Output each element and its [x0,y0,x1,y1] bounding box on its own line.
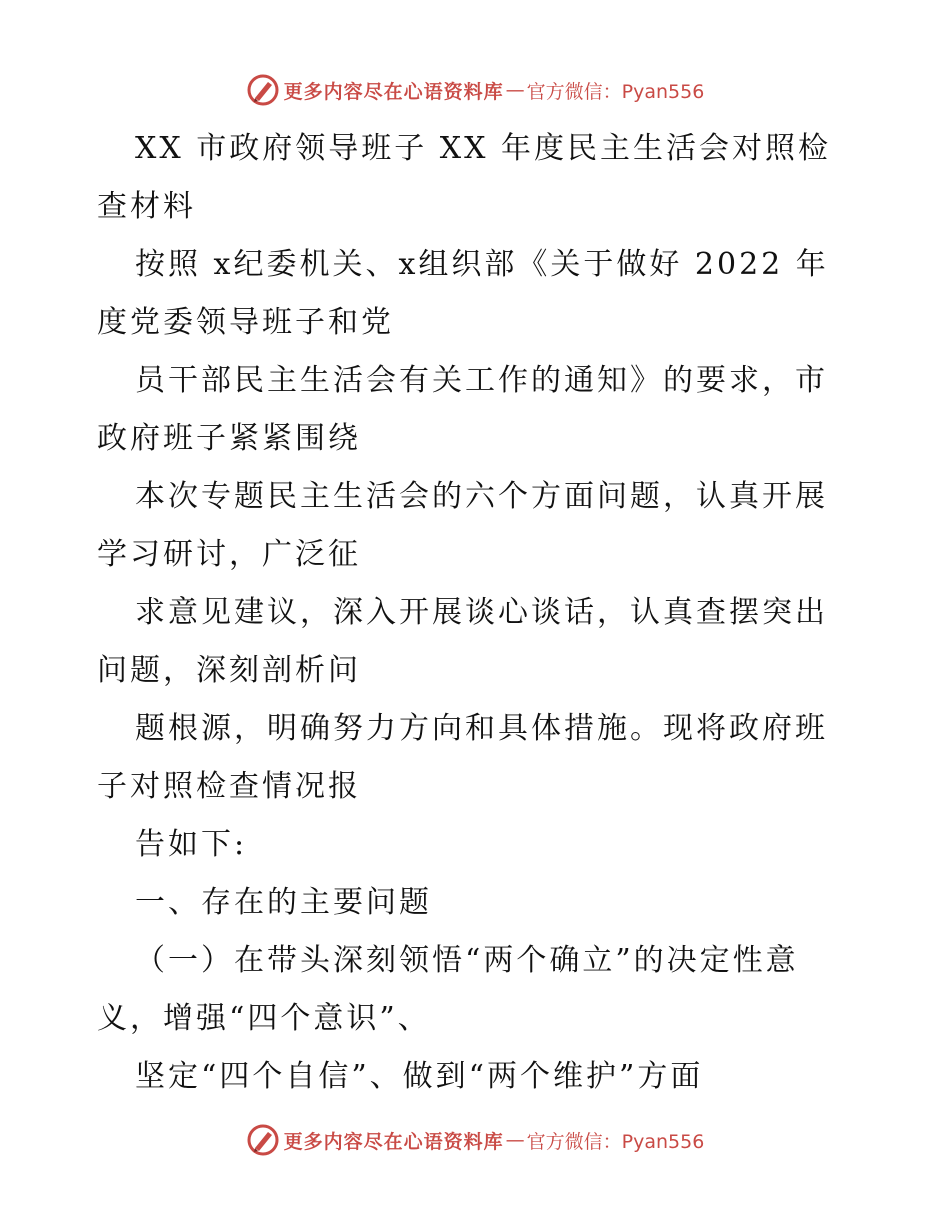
header-watermark [0,70,950,110]
doc-line: 按照 x纪委机关、x组织部《关于做好 2022 年 [135,247,829,282]
watermark-contact-text: 官方微信：Pyan556 [526,1130,705,1153]
doc-line: 度党委领导班子和党 [97,305,394,340]
doc-title-line-1: XX 市政府领导班子 XX 年度民主生活会对照检 [135,131,832,166]
pen-logo-icon [246,73,280,107]
doc-line: 告如下: [135,827,248,862]
watermark-main-text: 更多内容尽在心语资料库 [283,1130,504,1153]
watermark-dash: — [505,1129,525,1151]
pen-logo-icon [246,1123,280,1157]
watermark-main-text: 更多内容尽在心语资料库 [283,80,504,103]
footer-watermark [0,1120,950,1160]
doc-line: 政府班子紧紧围绕 [97,421,361,456]
doc-line: 员干部民主生活会有关工作的通知》的要求，市 [135,363,828,398]
doc-line: 学习研讨，广泛征 [97,537,361,572]
doc-line: 题根源，明确努力方向和具体措施。现将政府班 [135,711,828,746]
doc-line: 义，增强“四个意识”、 [97,1001,431,1036]
section-heading: 一、存在的主要问题 [135,885,432,920]
doc-line: 坚定“四个自信”、做到“两个维护”方面 [135,1059,704,1094]
subsection-heading: （一）在带头深刻领悟“两个确立”的决定性意 [135,943,799,978]
watermark-dash: — [505,79,525,101]
doc-title-line-2: 查材料 [97,189,196,224]
doc-line: 本次专题民主生活会的六个方面问题，认真开展 [135,479,828,514]
doc-line: 子对照检查情况报 [97,769,361,804]
doc-line: 求意见建议，深入开展谈心谈话，认真查摆突出 [135,595,828,630]
doc-line: 问题，深刻剖析问 [97,653,361,688]
watermark-contact-text: 官方微信：Pyan556 [526,80,705,103]
